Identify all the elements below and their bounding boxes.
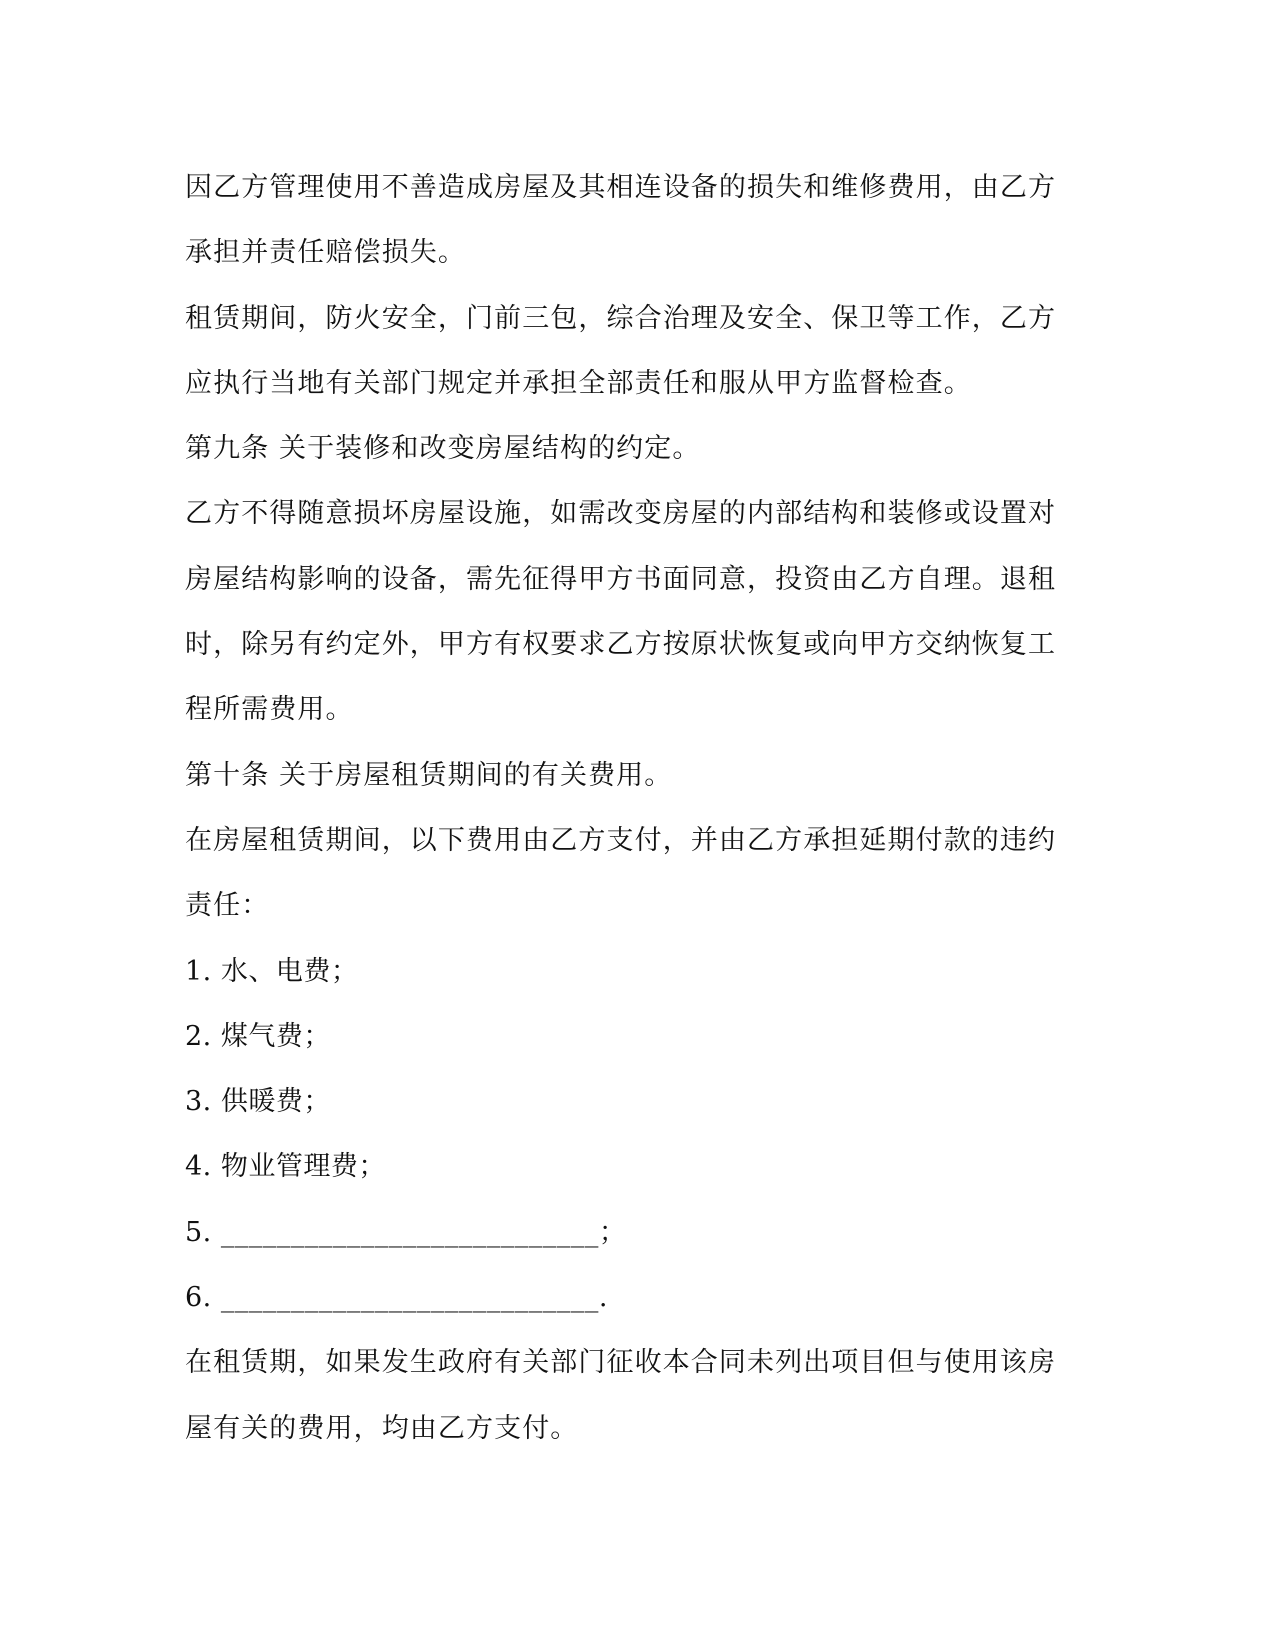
text-line: 屋有关的费用，均由乙方支付。 xyxy=(185,1412,579,1444)
list-item-blank: 6. ___________________________. xyxy=(185,1282,608,1314)
text-line: 时，除另有约定外，甲方有权要求乙方按原状恢复或向甲方交纳恢复工 xyxy=(185,629,1057,661)
article-heading-10: 第十条 关于房屋租赁期间的有关费用。 xyxy=(185,759,673,791)
text-line: 因乙方管理使用不善造成房屋及其相连设备的损失和维修费用，由乙方 xyxy=(185,172,1057,203)
text-line: 责任： xyxy=(185,890,270,922)
list-item-blank: 5. ___________________________； xyxy=(185,1216,627,1248)
list-item: 4. 物业管理费； xyxy=(185,1151,386,1183)
article-heading-9: 第九条 关于装修和改变房屋结构的约定。 xyxy=(185,433,701,465)
text-line: 应执行当地有关部门规定并承担全部责任和服从甲方监督检查。 xyxy=(185,367,972,399)
list-item: 2. 煤气费； xyxy=(185,1020,331,1052)
list-item: 1. 水、电费； xyxy=(185,955,359,987)
document-body xyxy=(185,155,1090,1461)
text-line: 在租赁期，如果发生政府有关部门征收本合同未列出项目但与使用该房 xyxy=(185,1347,1057,1379)
text-line: 乙方不得随意损坏房屋设施，如需改变房屋的内部结构和装修或设置对 xyxy=(185,498,1057,530)
text-line: 在房屋租赁期间，以下费用由乙方支付，并由乙方承担延期付款的违约 xyxy=(185,824,1057,856)
text-line: 租赁期间，防火安全，门前三包，综合治理及安全、保卫等工作，乙方 xyxy=(185,302,1057,334)
text-line: 程所需费用。 xyxy=(185,694,354,726)
list-item: 3. 供暖费； xyxy=(185,1086,331,1118)
text-line: 承担并责任赔偿损失。 xyxy=(185,237,466,269)
text-line: 房屋结构影响的设备，需先征得甲方书面同意，投资由乙方自理。退租 xyxy=(185,563,1057,595)
